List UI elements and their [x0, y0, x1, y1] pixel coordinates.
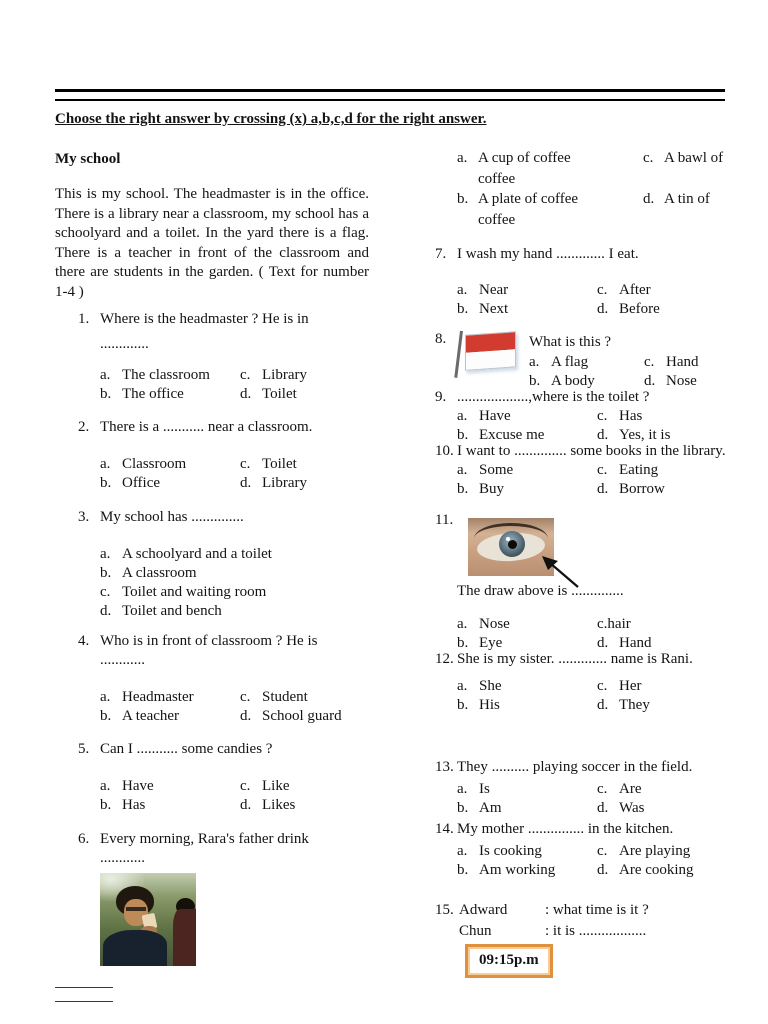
- man-drinking-coffee-photo: [100, 873, 196, 966]
- options-grid: [100, 366, 369, 404]
- option-key: d.: [597, 697, 609, 713]
- option-c: [597, 407, 735, 426]
- option-c: [100, 583, 369, 602]
- question-8: [435, 330, 735, 391]
- photo-detail: [103, 930, 167, 966]
- question-6: [55, 830, 369, 966]
- option-key: a.: [457, 781, 468, 797]
- option-key: a.: [457, 843, 468, 859]
- option-a: [457, 842, 597, 861]
- question-number: 7.: [435, 246, 447, 262]
- options-grid: [457, 461, 735, 499]
- question-number: 8.: [435, 331, 447, 347]
- option-key: c.: [597, 781, 608, 797]
- option-c: [597, 677, 735, 696]
- options-grid: [100, 455, 369, 493]
- options-grid: [457, 842, 735, 880]
- option-label: Am: [479, 800, 502, 816]
- option-key: d.: [597, 862, 609, 878]
- option-b: [457, 189, 643, 210]
- option-label: Headmaster: [122, 689, 194, 705]
- options-grid: [457, 780, 735, 818]
- option-key: c.: [240, 778, 251, 794]
- spacer: [435, 921, 459, 942]
- question-text: ...................,where is the toilet ?: [457, 389, 650, 405]
- options-grid: [100, 777, 369, 815]
- question-9: [435, 388, 735, 445]
- question-number: 15.: [435, 902, 454, 918]
- option-label: A cup of coffee: [478, 150, 571, 166]
- option-c: [240, 777, 369, 796]
- question-13: [435, 758, 735, 818]
- question-text: The draw above is ..............: [457, 583, 624, 599]
- option-label: Before: [619, 301, 660, 317]
- option-label: Near: [479, 282, 509, 298]
- option-key: a.: [457, 408, 468, 424]
- options-grid: [457, 677, 735, 715]
- option-key: b.: [457, 301, 469, 317]
- option-label: Is cooking: [479, 843, 542, 859]
- option-c: [597, 281, 735, 300]
- option-key: d.: [240, 708, 252, 724]
- option-label: A plate of coffee: [478, 191, 579, 207]
- human-eye-photo: [468, 518, 554, 576]
- option-b: [100, 385, 240, 404]
- question-12: [435, 650, 735, 715]
- option-key: b.: [457, 427, 469, 443]
- option-key: a.: [100, 778, 111, 794]
- option-label: A teacher: [122, 708, 180, 724]
- option-d: [597, 480, 735, 499]
- question-number: 9.: [435, 389, 447, 405]
- option-label: Excuse me: [479, 427, 545, 443]
- option-b: [100, 564, 369, 583]
- question-text: Can I ........... some candies ?: [100, 741, 273, 757]
- option-label: Have: [122, 778, 154, 794]
- option-label: Library: [262, 475, 307, 491]
- option-label: Student: [262, 689, 308, 705]
- option-key: a.: [100, 546, 111, 562]
- option-a: [100, 688, 240, 707]
- option-label: Library: [262, 367, 307, 383]
- option-d: [597, 300, 735, 319]
- option-label: Has: [122, 797, 146, 813]
- question-text: I want to .............. some books in the library.: [457, 443, 726, 459]
- question-6-options: [435, 148, 735, 230]
- option-label: Has: [619, 408, 643, 424]
- option-a: [529, 353, 644, 372]
- option-label: Toilet and waiting room: [122, 584, 267, 600]
- question-text: I wash my hand ............. I eat.: [457, 246, 639, 262]
- option-key: d.: [597, 635, 609, 651]
- option-label: His: [479, 697, 500, 713]
- option-key: d.: [597, 427, 609, 443]
- option-label: Toilet and bench: [122, 603, 222, 619]
- option-label: Are cooking: [619, 862, 694, 878]
- photo-detail: [126, 907, 146, 911]
- question-text: My school has ..............: [100, 509, 244, 525]
- option-key: d.: [643, 191, 655, 207]
- option-c: [597, 780, 735, 799]
- option-d: [597, 799, 735, 818]
- arrow-icon: [538, 553, 582, 593]
- option-key: b.: [457, 191, 469, 207]
- option-label: A bawl of coffee: [478, 150, 724, 187]
- options-grid: [457, 281, 735, 319]
- option-key: a.: [457, 150, 468, 166]
- option-d: [240, 707, 369, 726]
- speaker-name: Chun: [459, 923, 492, 939]
- question-text: What is this ?: [529, 334, 612, 350]
- option-label: Is: [479, 781, 490, 797]
- option-key: b.: [100, 565, 112, 581]
- option-label: The office: [122, 386, 184, 402]
- option-key: a.: [529, 354, 540, 370]
- option-a: [100, 455, 240, 474]
- speaker-name: Adward: [459, 902, 508, 918]
- option-a: [100, 777, 240, 796]
- option-key: b.: [457, 862, 469, 878]
- option-key: b.: [457, 697, 469, 713]
- options-list: [100, 545, 369, 621]
- flag-cloth: [465, 331, 516, 371]
- option-a: [457, 281, 597, 300]
- option-key: b.: [529, 373, 541, 389]
- option-label: Hand: [619, 635, 652, 651]
- question-text: Every morning, Rara's father drink: [100, 831, 309, 847]
- question-15: [435, 900, 735, 978]
- option-d: [240, 385, 369, 404]
- option-label: She: [479, 678, 502, 694]
- option-key: a.: [100, 367, 111, 383]
- option-c: [240, 688, 369, 707]
- option-key: c.: [597, 462, 608, 478]
- option-label: Borrow: [619, 481, 665, 497]
- question-number: 3.: [78, 509, 90, 525]
- option-label: Was: [619, 800, 645, 816]
- option-label: Some: [479, 462, 514, 478]
- option-label: Her: [619, 678, 642, 694]
- option-key: d.: [100, 603, 112, 619]
- option-key: c.: [643, 150, 654, 166]
- question-2: [55, 418, 369, 493]
- option-key: b.: [100, 797, 112, 813]
- option-label: They: [619, 697, 650, 713]
- option-key: d.: [644, 373, 656, 389]
- option-b: [457, 696, 597, 715]
- option-b: [100, 474, 240, 493]
- option-label: Eating: [619, 462, 659, 478]
- options-grid: [457, 407, 735, 445]
- option-a: [457, 461, 597, 480]
- dialogue-line: : it is ..................: [545, 923, 647, 939]
- option-a: [457, 780, 597, 799]
- options-grid: [529, 353, 735, 391]
- time-answer-box: 09:15p.m: [465, 944, 553, 978]
- reading-title: My school: [55, 151, 121, 167]
- indonesian-flag-image: [457, 330, 519, 380]
- option-c: [597, 615, 735, 634]
- option-a: [457, 615, 597, 634]
- option-key: c.: [240, 456, 251, 472]
- option-key: b.: [100, 475, 112, 491]
- question-5: [55, 740, 369, 815]
- option-label: Classroom: [122, 456, 187, 472]
- option-a: [100, 545, 369, 564]
- option-c: [644, 353, 735, 372]
- option-c: [240, 366, 369, 385]
- option-row: [435, 148, 735, 189]
- footer-mark-line: [55, 987, 113, 988]
- option-key: c.: [597, 678, 608, 694]
- option-key: d.: [597, 800, 609, 816]
- question-number: 11.: [435, 512, 454, 528]
- option-key: b.: [100, 386, 112, 402]
- option-label: A flag: [551, 354, 589, 370]
- option-label: Yes, it is: [619, 427, 671, 443]
- option-key: a.: [457, 462, 468, 478]
- options-grid: [100, 688, 369, 726]
- options-grid: [457, 615, 735, 653]
- option-a: [457, 677, 597, 696]
- question-11: [435, 511, 735, 653]
- option-key: d.: [597, 301, 609, 317]
- option-d: [240, 796, 369, 815]
- question-1: [55, 310, 369, 404]
- option-c: [597, 461, 735, 480]
- dialogue-line: : what time is it ?: [545, 902, 649, 918]
- question-7: [435, 245, 735, 319]
- option-b: [457, 799, 597, 818]
- answer-blank: ............: [100, 850, 145, 866]
- option-label: The classroom: [122, 367, 210, 383]
- option-b: [457, 480, 597, 499]
- option-key: c.: [240, 689, 251, 705]
- question-number: 14.: [435, 821, 454, 837]
- option-label: Are: [619, 781, 642, 797]
- top-double-rule: [55, 89, 725, 101]
- option-label: Am working: [479, 862, 556, 878]
- option-key: b.: [457, 481, 469, 497]
- option-key: c.: [597, 408, 608, 424]
- question-text: Where is the headmaster ? He is in: [100, 311, 309, 327]
- question-number: 10.: [435, 443, 454, 459]
- option-label: Have: [479, 408, 511, 424]
- option-label: Toilet: [262, 386, 297, 402]
- question-number: 6.: [78, 831, 90, 847]
- option-key: a.: [457, 282, 468, 298]
- question-number: 1.: [78, 311, 90, 327]
- option-key: d.: [240, 386, 252, 402]
- photo-detail: [474, 523, 548, 554]
- option-key: c.: [240, 367, 251, 383]
- option-label: A body: [551, 373, 595, 389]
- option-key: a.: [457, 678, 468, 694]
- question-number: 12.: [435, 651, 454, 667]
- option-c: [597, 842, 735, 861]
- option-key: a.: [100, 456, 111, 472]
- option-label: Buy: [479, 481, 505, 497]
- option-key: d.: [240, 797, 252, 813]
- option-row: [435, 189, 735, 230]
- reading-passage: This is my school. The headmaster is in the office. There is a library near a classroom, my school has a schoolyard and a toilet. In the yard there is a flag. There is a teacher in front of the classroom and there are students in the garden. ( Text for number 1-4 ): [55, 186, 369, 300]
- option-d: [240, 474, 369, 493]
- option-b: [100, 707, 240, 726]
- option-label: School guard: [262, 708, 342, 724]
- option-key: a.: [457, 616, 468, 632]
- option-label: Nose: [666, 373, 697, 389]
- question-10: [435, 442, 735, 499]
- option-a: [457, 407, 597, 426]
- option-key: b.: [457, 800, 469, 816]
- option-key: c.: [597, 282, 608, 298]
- option-d: [597, 861, 735, 880]
- option-label: Hand: [666, 354, 699, 370]
- question-number: 5.: [78, 741, 90, 757]
- instruction-heading: Choose the right answer by crossing (x) a,b,c,d for the right answer.: [55, 111, 487, 127]
- footer-mark-line: [55, 1001, 113, 1002]
- answer-blank: .............: [100, 336, 149, 352]
- question-text: My mother ............... in the kitchen.: [457, 821, 674, 837]
- option-b: [100, 796, 240, 815]
- option-label: Eye: [479, 635, 503, 651]
- option-key: c.: [597, 616, 608, 632]
- option-b: [457, 861, 597, 880]
- option-key: d.: [597, 481, 609, 497]
- option-label: Like: [262, 778, 290, 794]
- option-key: c.: [100, 584, 111, 600]
- option-b: [457, 300, 597, 319]
- flag-white-stripe: [466, 349, 515, 369]
- question-4: [55, 632, 369, 726]
- option-label: Likes: [262, 797, 296, 813]
- photo-detail: [173, 909, 196, 966]
- option-key: c.: [597, 843, 608, 859]
- option-key: d.: [240, 475, 252, 491]
- option-key: b.: [457, 635, 469, 651]
- option-key: c.: [644, 354, 655, 370]
- option-label: Next: [479, 301, 509, 317]
- question-number: 13.: [435, 759, 454, 775]
- option-label: A tin of coffee: [478, 191, 710, 228]
- option-key: b.: [100, 708, 112, 724]
- answer-blank: ............: [100, 652, 145, 668]
- option-label: Toilet: [262, 456, 297, 472]
- option-a: [100, 366, 240, 385]
- option-label: After: [619, 282, 651, 298]
- question-3: [55, 508, 369, 621]
- option-a: [457, 148, 643, 169]
- option-c: [240, 455, 369, 474]
- option-d: [597, 696, 735, 715]
- option-d: [100, 602, 369, 621]
- question-14: [435, 820, 735, 880]
- option-label: Office: [122, 475, 161, 491]
- question-text: There is a ........... near a classroom.: [100, 419, 313, 435]
- question-text: She is my sister. ............. name is Rani.: [457, 651, 693, 667]
- option-key: a.: [100, 689, 111, 705]
- option-label: A schoolyard and a toilet: [122, 546, 272, 562]
- option-label: hair: [607, 616, 631, 632]
- question-number: 4.: [78, 633, 90, 649]
- option-label: A classroom: [122, 565, 197, 581]
- question-number: 2.: [78, 419, 90, 435]
- question-text: They .......... playing soccer in the field.: [457, 759, 693, 775]
- question-text: Who is in front of classroom ? He is: [100, 633, 318, 649]
- option-label: Nose: [479, 616, 510, 632]
- option-label: Are playing: [619, 843, 691, 859]
